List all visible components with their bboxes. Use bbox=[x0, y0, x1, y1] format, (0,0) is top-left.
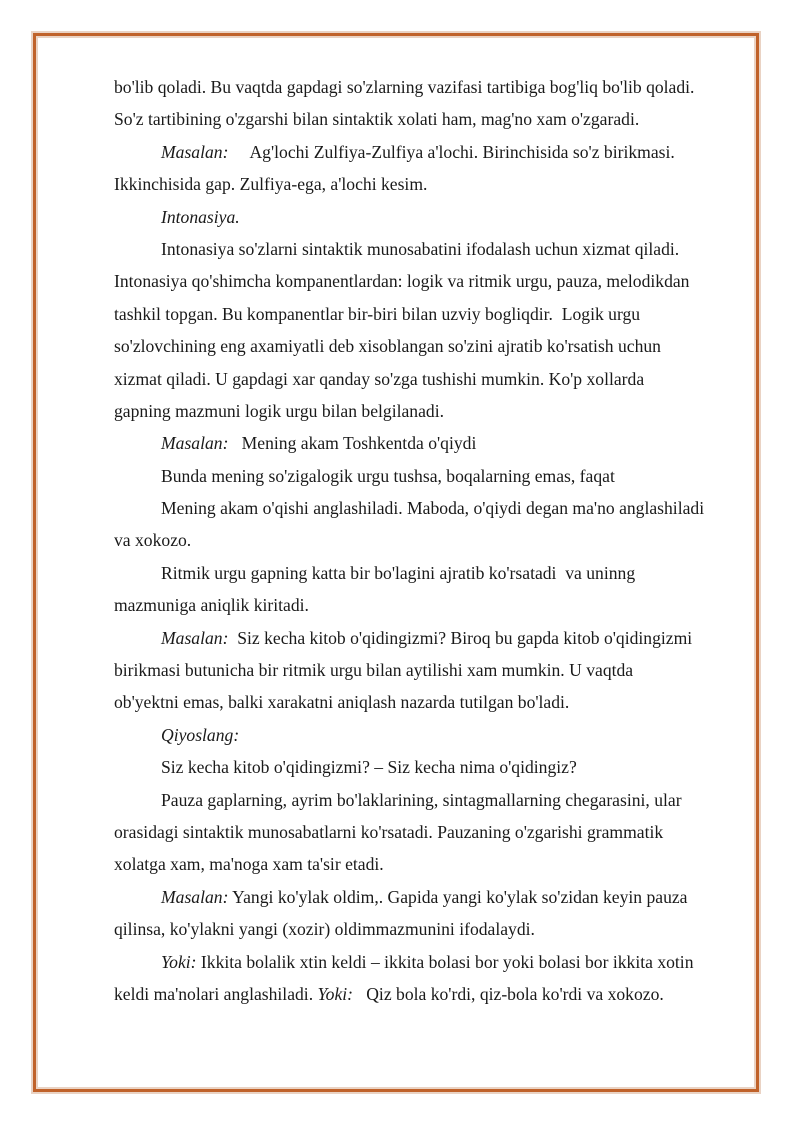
text-run: mazmuniga aniqlik kiritadi. bbox=[114, 595, 309, 616]
text-run: Mening akam o'qishi anglashiladi. Maboda, o'qiydi degan ma'no anglashiladi bbox=[161, 498, 705, 519]
text-line bbox=[114, 848, 744, 880]
text-line bbox=[114, 751, 744, 783]
text-line bbox=[114, 103, 744, 135]
text-line bbox=[114, 136, 744, 168]
text-line bbox=[114, 654, 744, 686]
text-line bbox=[114, 557, 744, 589]
text-line bbox=[114, 524, 744, 556]
text-run: qilinsa, ko'ylakni yangi (xozir) oldimmazmunini ifodalaydi. bbox=[114, 919, 535, 940]
text-run: xolatga xam, ma'noga xam ta'sir etadi. bbox=[114, 854, 384, 875]
italic-label: Yoki: bbox=[317, 983, 354, 1004]
text-run: xizmat qiladi. U gapdagi xar qanday so'zga tushishi mumkin. Ko'p xollarda bbox=[114, 368, 645, 389]
italic-label: Masalan: bbox=[161, 433, 229, 454]
document-body bbox=[114, 71, 744, 1010]
text-run: gapning mazmuni logik urgu bilan belgilanadi. bbox=[114, 400, 444, 421]
text-line bbox=[114, 330, 744, 362]
text-line bbox=[114, 622, 744, 654]
text-line bbox=[114, 298, 744, 330]
text-line bbox=[114, 589, 744, 621]
text-line bbox=[114, 784, 744, 816]
text-line bbox=[114, 265, 744, 297]
text-line bbox=[114, 395, 744, 427]
italic-label: Masalan: bbox=[161, 627, 229, 648]
text-run: va xokozo. bbox=[114, 530, 192, 551]
text-run: Pauza gaplarning, ayrim bo'laklarining, sintagmallarning chegarasini, ular bbox=[161, 789, 682, 810]
text-run: tashkil topgan. Bu kompanentlar bir-biri bilan uzviy bogliqdir. Logik urgu bbox=[114, 303, 641, 324]
text-line bbox=[114, 71, 744, 103]
text-run: Intonasiya qo'shimcha kompanentlardan: logik va ritmik urgu, pauza, melodikdan bbox=[114, 271, 690, 292]
text-run: Intonasiya so'zlarni sintaktik munosabatini ifodalash uchun xizmat qiladi. bbox=[161, 238, 680, 259]
italic-label: Qiyoslang: bbox=[161, 724, 240, 745]
text-run: Ag'lochi Zulfiya-Zulfiya a'lochi. Birinchisida so'z birikmasi. bbox=[228, 141, 675, 162]
text-run: keldi ma'nolari anglashiladi. bbox=[114, 983, 318, 1004]
text-run: Ikkita bolalik xtin keldi – ikkita bolasi bor yoki bolasi bor ikkita xotin bbox=[196, 951, 694, 972]
text-run: Siz kecha kitob o'qidingizmi? – Siz kecha nima o'qidingiz? bbox=[161, 757, 577, 778]
text-line bbox=[114, 201, 744, 233]
italic-label: Yoki: bbox=[161, 951, 197, 972]
text-run: ob'yektni emas, balki xarakatni aniqlash nazarda tutilgan bo'ladi. bbox=[114, 692, 570, 713]
text-run: birikmasi butunicha bir ritmik urgu bilan aytilishi xam mumkin. U vaqtda bbox=[114, 660, 634, 681]
text-line bbox=[114, 168, 744, 200]
text-line bbox=[114, 233, 744, 265]
text-run: so'zlovchining eng axamiyatli deb xisoblangan so'zini ajratib ko'rsatish uchun bbox=[114, 336, 661, 357]
text-run: bo'lib qoladi. Bu vaqtda gapdagi so'zlarning vazifasi tartibiga bog'liq bo'lib qoladi. bbox=[114, 77, 695, 97]
text-line bbox=[114, 913, 744, 945]
text-run: orasidagi sintaktik munosabatlarni ko'rsatadi. Pauzaning o'zgarishi grammatik bbox=[114, 821, 664, 842]
text-line bbox=[114, 881, 744, 913]
text-run: Ritmik urgu gapning katta bir bo'lagini ajratib ko'rsatadi va uninng bbox=[161, 562, 636, 583]
text-line bbox=[114, 363, 744, 395]
text-line bbox=[114, 946, 744, 978]
italic-label: Masalan: bbox=[161, 141, 229, 162]
italic-label: Masalan: bbox=[161, 886, 229, 907]
text-run: Bunda mening so'zigalogik urgu tushsa, boqalarning emas, faqat bbox=[161, 465, 615, 486]
text-run: Qiz bola ko'rdi, qiz-bola ko'rdi va xokozo. bbox=[353, 983, 664, 1004]
text-run: Ikkinchisida gap. Zulfiya-ega, a'lochi kesim. bbox=[114, 174, 428, 195]
text-line bbox=[114, 816, 744, 848]
text-line bbox=[114, 686, 744, 718]
text-line bbox=[114, 719, 744, 751]
text-line bbox=[114, 460, 744, 492]
text-line bbox=[114, 978, 744, 1010]
text-run: Siz kecha kitob o'qidingizmi? Biroq bu gapda kitob o'qidingizmi bbox=[228, 627, 693, 648]
text-run: Yangi ko'ylak oldim,. Gapida yangi ko'ylak so'zidan keyin pauza bbox=[228, 886, 688, 907]
text-run: So'z tartibining o'zgarshi bilan sintaktik xolati ham, mag'no xam o'zgaradi. bbox=[114, 109, 640, 130]
text-line bbox=[114, 492, 744, 524]
text-run: Mening akam Toshkentda o'qiydi bbox=[228, 433, 477, 454]
text-line bbox=[114, 427, 744, 459]
italic-label: Intonasiya. bbox=[161, 206, 240, 227]
